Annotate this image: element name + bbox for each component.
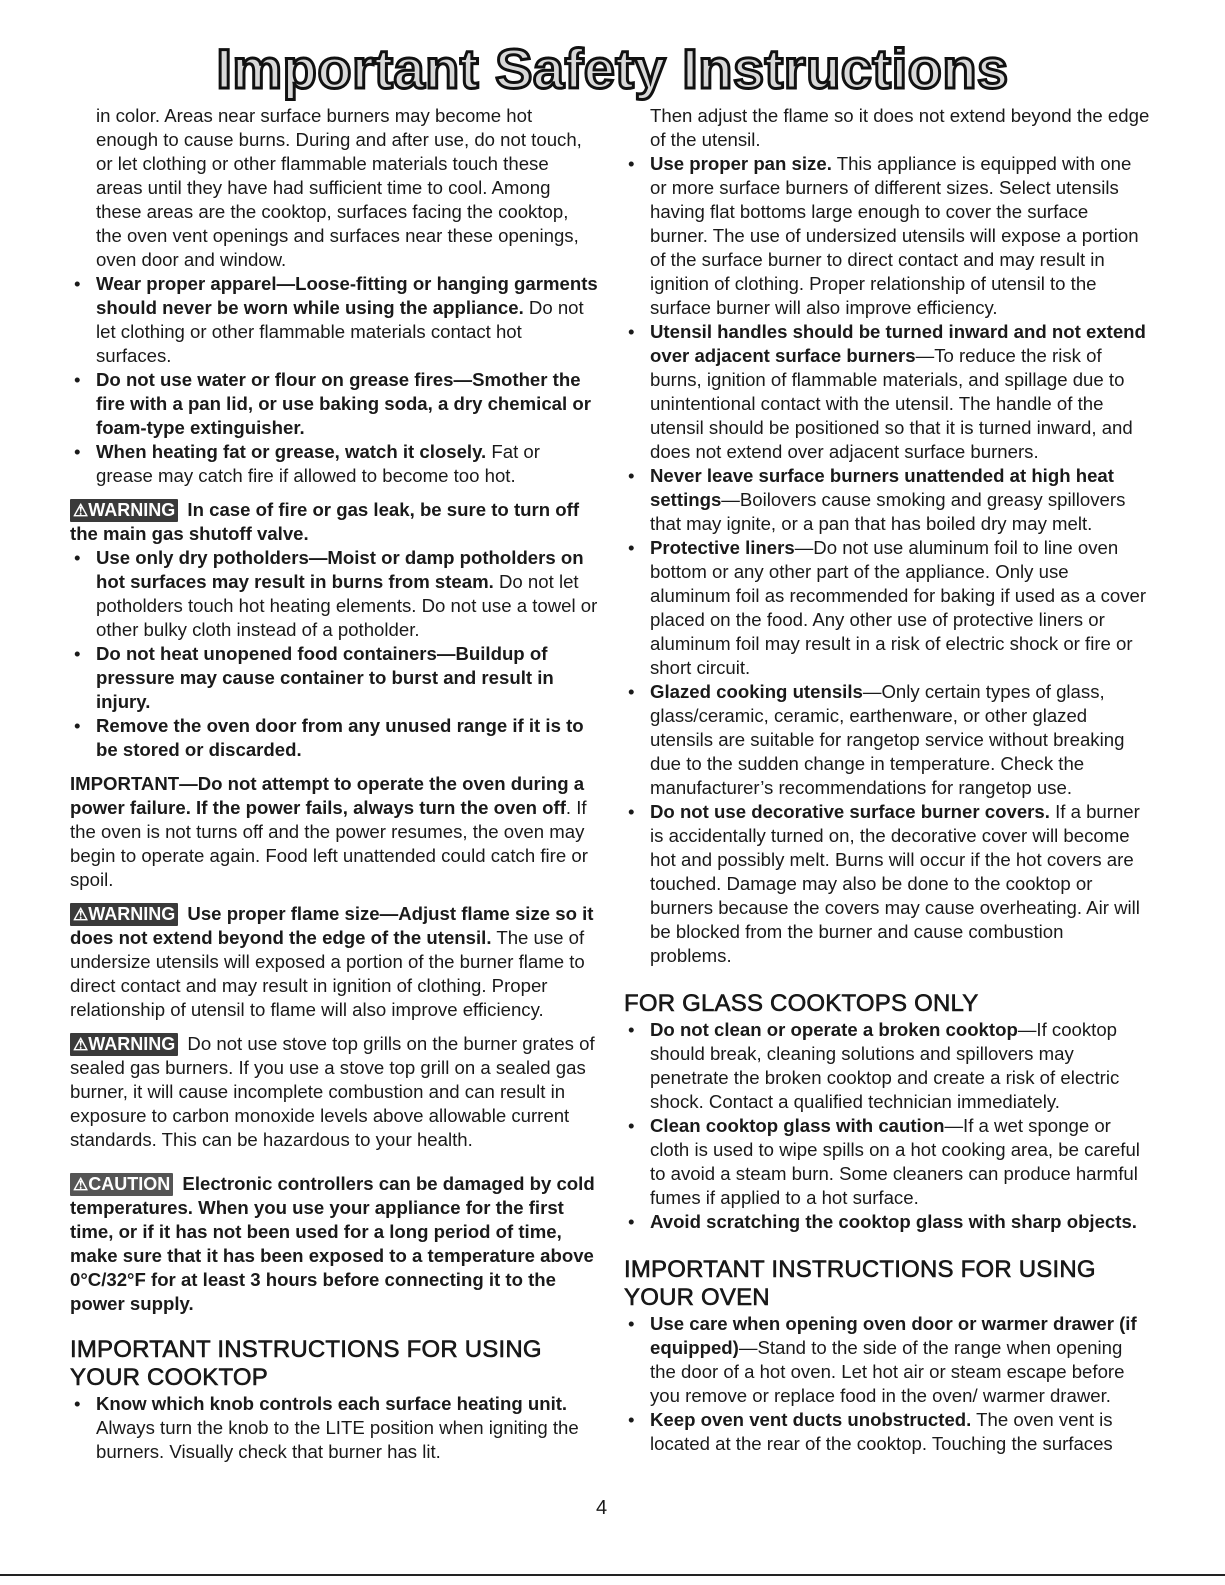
caution-triangle-icon: ⚠ [73,1175,89,1194]
caution-paragraph [70,1172,598,1316]
warning-triangle-icon: ⚠ [73,905,89,924]
list-item [70,546,598,642]
bold-lead: Use proper pan size. [650,153,832,174]
safety-list [70,546,598,762]
bottom-rule [0,1574,1225,1576]
warning-text: Use proper flame size—Adjust flame size so it does not extend beyond the edge of the utensil. [70,903,594,948]
list-item [624,1408,1150,1456]
item-text: —If cooktop should break, cleaning solutions and spillovers may penetrate the broken cooktop and create a risk of electric shock. Contact a qualified technician immediately. [650,1019,1120,1112]
bold-lead: When heating fat or grease, watch it closely. [96,441,487,462]
caution-badge: ⚠CAUTION [70,1173,173,1196]
bold-lead: Use only dry potholders—Moist or damp potholders on hot surfaces may result in burns from steam. [96,547,584,592]
page-title: Important Safety Instructions [216,37,1009,100]
bold-lead: Remove the oven door from any unused range if it is to be stored or discarded. [96,715,584,760]
warning-badge: ⚠WARNING [70,499,178,522]
item-text: Fat or grease may catch fire if allowed to become too hot. [96,441,540,486]
warning-triangle-icon: ⚠ [73,501,89,520]
warning-text: In case of fire or gas leak, be sure to turn off the main gas shutoff valve. [70,499,580,544]
bold-lead: IMPORTANT—Do not attempt to operate the oven during a power failure. If the power fails, always turn the oven off [70,773,585,818]
item-text: This appliance is equipped with one or more surface burners of different sizes. Select utensils having flat bottoms large enough to cover the surface burner. The use of undersized utensils will expose a portion of the surface burner to direct contact and may result in ignition of clothing. Proper relationship of utensil to the surface burner will also improve efficiency. [650,153,1139,318]
safety-list [624,152,1150,968]
bold-lead: Wear proper apparel—Loose-fitting or hanging garments should never be worn while using the appliance. [96,273,598,318]
item-text: . If the oven is not turns off and the power resumes, the oven may begin to operate again. Food left unattended could catch fire or spoil. [70,797,588,890]
section-heading-oven: IMPORTANT INSTRUCTIONS FOR USING YOUR OVEN [624,1256,1096,1311]
warning-paragraph [70,1032,598,1152]
safety-list [70,272,598,488]
bold-lead: Do not clean or operate a broken cooktop [650,1019,1018,1040]
warning-triangle-icon: ⚠ [73,1035,89,1054]
warning-paragraph [70,902,598,1022]
important-paragraph [70,772,598,892]
list-item [70,642,598,714]
bold-lead: Do not heat unopened food containers—Buildup of pressure may cause container to burst and result in injury. [96,643,554,712]
bold-lead: Glazed cooking utensils [650,681,863,702]
list-item [70,714,598,762]
warning-badge: ⚠WARNING [70,1033,178,1056]
bold-lead: Use care when opening oven door or warmer drawer (if equipped) [650,1313,1137,1358]
right-column [624,104,1150,1456]
item-text: —Boilovers cause smoking and greasy spillovers that may ignite, or a pan that has boiled dry may melt. [650,489,1126,534]
section-heading-cooktop: IMPORTANT INSTRUCTIONS FOR USING YOUR COOKTOP [70,1336,542,1391]
cooktop-list [70,1392,598,1464]
bold-lead: Avoid scratching the cooktop glass with sharp objects. [650,1211,1137,1232]
list-item [624,800,1150,968]
oven-list [624,1312,1150,1456]
item-text: The use of undersize utensils will exposed a portion of the burner flame to direct contact and may result in ignition of clothing. Proper relationship of utensil to flame will also improve efficiency. [70,927,585,1020]
warning-paragraph [70,498,598,546]
intro-paragraph: Then adjust the flame so it does not extend beyond the edge of the utensil. [650,105,1150,150]
list-item [624,1114,1150,1210]
list-item [70,1392,598,1464]
glass-list [624,1018,1150,1234]
caution-text: Electronic controllers can be damaged by cold temperatures. When you use your appliance for the first time, or if it has not been used for a long period of time, make sure that it has been exposed to a temperature above 0°C/32°F for at least 3 hours before connecting it to the power supply. [70,1173,595,1314]
section-heading-glass: FOR GLASS COOKTOPS ONLY [624,990,979,1017]
list-item [624,536,1150,680]
bold-lead: Do not use water or flour on grease fires—Smother the fire with a pan lid, or use baking soda, a dry chemical or foam-type extinguisher. [96,369,591,438]
bold-lead: Never leave surface burners unattended at high heat settings [650,465,1114,510]
bold-lead: Keep oven vent ducts unobstructed. [650,1409,972,1430]
page-number: 4 [596,1497,608,1519]
intro-paragraph: in color. Areas near surface burners may become hot enough to cause burns. During and after use, do not touch, or let clothing or other flammable materials touch these areas until they have had sufficient time to cool. Among these areas are the cooktop, surfaces facing the cooktop, the oven vent openings and surfaces near these openings, oven door and window. [96,105,582,270]
item-text: —To reduce the risk of burns, ignition of flammable materials, and spillage due to unintentional contact with the utensil. The handle of the utensil should be positioned so that it is turned inward, and does not extend over adjacent surface burners. [650,345,1133,462]
left-column [70,104,598,1464]
bold-lead: Protective liners [650,537,795,558]
list-item [70,440,598,488]
item-text: If a burner is accidentally turned on, the decorative cover will become hot and possibly melt. Burns will occur if the hot covers are touched. Damage may also be done to the cooktop or burners because the covers may cause overheating. Air will be blocked from the burner and cause combustion problems. [650,801,1140,966]
list-item [624,1312,1150,1408]
item-text: —Do not use aluminum foil to line oven bottom or any other part of the appliance. Only use aluminum foil as recommended for baking if used as a cover placed on the food. Any other use of protective liners or aluminum foil may result in a risk of electric shock or fire or short circuit. [650,537,1147,678]
bold-lead: Clean cooktop glass with caution [650,1115,945,1136]
bold-lead: Know which knob controls each surface heating unit. [96,1393,568,1414]
list-item [624,320,1150,464]
item-text: —Only certain types of glass, glass/ceramic, ceramic, earthenware, or other glazed utensils are suitable for rangetop service without breaking due to the sudden change in temperature. Check the manufacturer’s recommendations for rangetop use. [650,681,1125,798]
item-text: Do not let clothing or other flammable materials contact hot surfaces. [96,297,584,366]
list-item [70,368,598,440]
list-item [624,1210,1150,1234]
list-item [624,680,1150,800]
list-item [624,464,1150,536]
list-item [70,272,598,368]
bold-lead: Do not use decorative surface burner covers. [650,801,1050,822]
list-item [624,152,1150,320]
warning-badge: ⚠WARNING [70,903,178,926]
bold-lead: Utensil handles should be turned inward and not extend over adjacent surface burners [650,321,1146,366]
item-text: Do not let potholders touch hot heating elements. Do not use a towel or other bulky cloth instead of a potholder. [96,571,598,640]
item-text: —If a wet sponge or cloth is used to wipe spills on a hot cooking area, be careful to avoid a steam burn. Some cleaners can produce harmful fumes if applied to a hot surface. [650,1115,1140,1208]
warning-text: Do not use stove top grills on the burner grates of sealed gas burners. If you use a stove top grill on a sealed gas burner, it will cause incomplete combustion and can result in exposure to carbon monoxide levels above allowable current standards. This can be hazardous to your health. [70,1033,595,1150]
item-text: —Stand to the side of the range when opening the door of a hot oven. Let hot air or steam escape before you remove or replace food in the oven/ warmer drawer. [650,1337,1125,1406]
list-item [624,1018,1150,1114]
item-text: Always turn the knob to the LITE position when igniting the burners. Visually check that burner has lit. [96,1417,579,1462]
item-text: The oven vent is located at the rear of the cooktop. Touching the surfaces [650,1409,1113,1454]
